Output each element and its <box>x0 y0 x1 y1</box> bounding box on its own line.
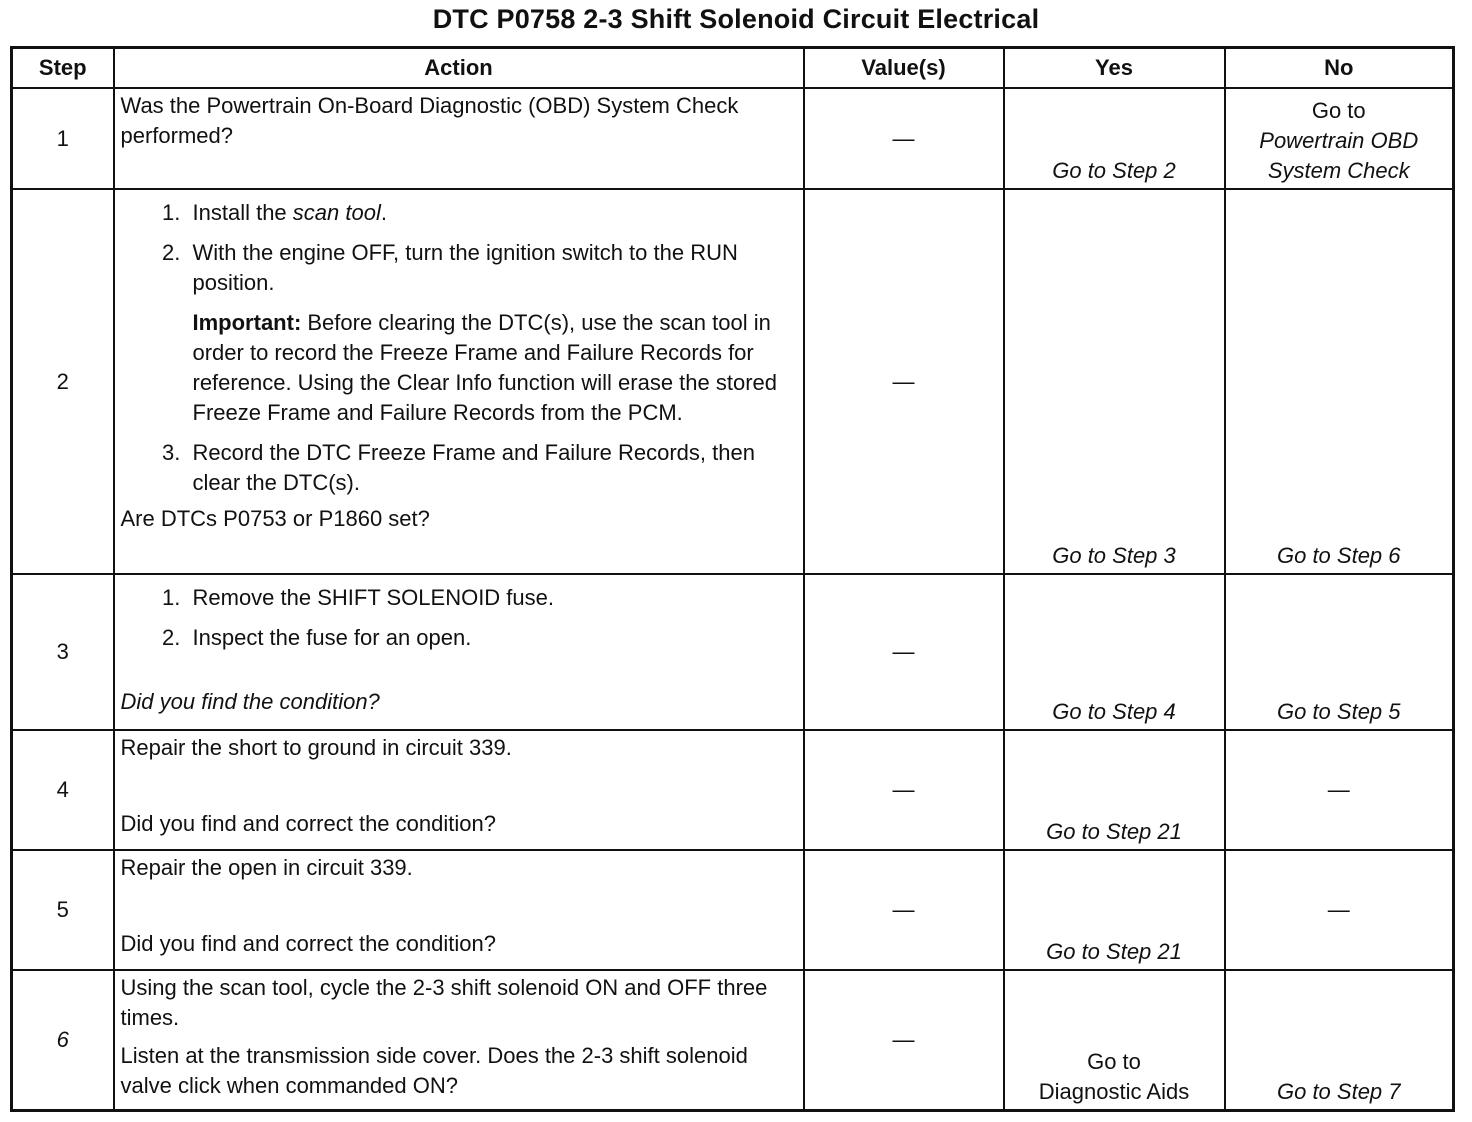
action-question: Did you find the condition? <box>120 689 380 714</box>
yes-cell: Go to Step 2 <box>1004 88 1225 189</box>
action-question: Are DTCs P0753 or P1860 set? <box>120 506 430 531</box>
action-step-item: 1. Install the scan tool. <box>187 198 791 228</box>
header-values: Value(s) <box>804 48 1004 89</box>
table-row-step-5 <box>12 850 1454 970</box>
yes-text-line1: Go to <box>1087 1048 1141 1074</box>
action-cell <box>114 730 804 850</box>
yes-cell: Go to Step 4 <box>1004 574 1225 730</box>
value-cell: — <box>804 189 1004 574</box>
action-text: Was the Powertrain On-Board Diagnostic (OBD) System Check performed? <box>120 93 739 148</box>
no-cell: — <box>1225 850 1454 970</box>
action-question: Listen at the transmission side cover. Does the 2-3 shift solenoid valve click when commanded ON? <box>120 1043 748 1098</box>
table-row-step-3 <box>12 574 1454 730</box>
table-row-step-4 <box>12 730 1454 850</box>
no-text-line1: Go to <box>1311 98 1366 123</box>
action-step-item: 2. Inspect the fuse for an open. <box>187 623 791 653</box>
no-cell: Go to Step 5 <box>1225 574 1454 730</box>
action-cell <box>114 189 804 574</box>
action-steps <box>121 198 791 298</box>
action-step-item: 3. Record the DTC Freeze Frame and Failure Records, then clear the DTC(s). <box>187 438 791 498</box>
yes-cell: Go to Step 21 <box>1004 730 1225 850</box>
no-cell <box>1225 88 1454 189</box>
action-steps <box>121 583 791 653</box>
step-number: 5 <box>12 850 114 970</box>
no-cell: Go to Step 7 <box>1225 970 1454 1110</box>
yes-cell: Go to Step 21 <box>1004 850 1225 970</box>
step-number: 6 <box>12 970 114 1110</box>
value-cell: — <box>804 970 1004 1110</box>
table-row-step-6 <box>12 970 1454 1110</box>
header-step: Step <box>12 48 114 89</box>
important-note <box>193 308 791 428</box>
value-cell: — <box>804 88 1004 189</box>
step-number: 4 <box>12 730 114 850</box>
step-number: 3 <box>12 574 114 730</box>
action-text: Repair the open in circuit 339. <box>120 855 413 880</box>
no-text-line2: Powertrain OBD System Check <box>1259 128 1419 183</box>
action-step-item: 1. Remove the SHIFT SOLENOID fuse. <box>187 583 791 613</box>
yes-cell: Go to Step 3 <box>1004 189 1225 574</box>
action-text: Repair the short to ground in circuit 339. <box>120 735 512 760</box>
value-cell: — <box>804 574 1004 730</box>
action-step-item: 2. With the engine OFF, turn the ignition switch to the RUN position. <box>187 238 791 298</box>
no-cell: Go to Step 6 <box>1225 189 1454 574</box>
action-text: Using the scan tool, cycle the 2-3 shift solenoid ON and OFF three times. <box>120 975 768 1030</box>
step-number: 2 <box>12 189 114 574</box>
yes-cell <box>1004 970 1225 1110</box>
table-row-step-2 <box>12 189 1454 574</box>
step-number: 1 <box>12 88 114 189</box>
important-label: Important: <box>192 310 302 335</box>
action-steps <box>121 438 791 498</box>
header-no: No <box>1225 48 1454 89</box>
header-yes: Yes <box>1004 48 1225 89</box>
important-text: Before clearing the DTC(s), use the scan tool in order to record the Freeze Frame and Failure Records for reference. Using the Clear Info function will erase the stored Freeze Frame and Failure Records from the PCM. <box>192 310 778 425</box>
action-question: Did you find and correct the condition? <box>120 931 496 956</box>
no-cell: — <box>1225 730 1454 850</box>
value-cell: — <box>804 730 1004 850</box>
action-cell <box>114 970 804 1110</box>
action-cell <box>114 574 804 730</box>
header-row <box>12 48 1454 89</box>
action-question: Did you find and correct the condition? <box>120 811 496 836</box>
header-action: Action <box>114 48 804 89</box>
action-cell <box>114 88 804 189</box>
page-title: DTC P0758 2-3 Shift Solenoid Circuit Electrical <box>432 4 1040 34</box>
diagnostic-table <box>10 46 1455 1112</box>
value-cell: — <box>804 850 1004 970</box>
table-row-step-1 <box>12 88 1454 189</box>
action-cell <box>114 850 804 970</box>
yes-text-line2: Diagnostic Aids <box>1038 1078 1190 1104</box>
